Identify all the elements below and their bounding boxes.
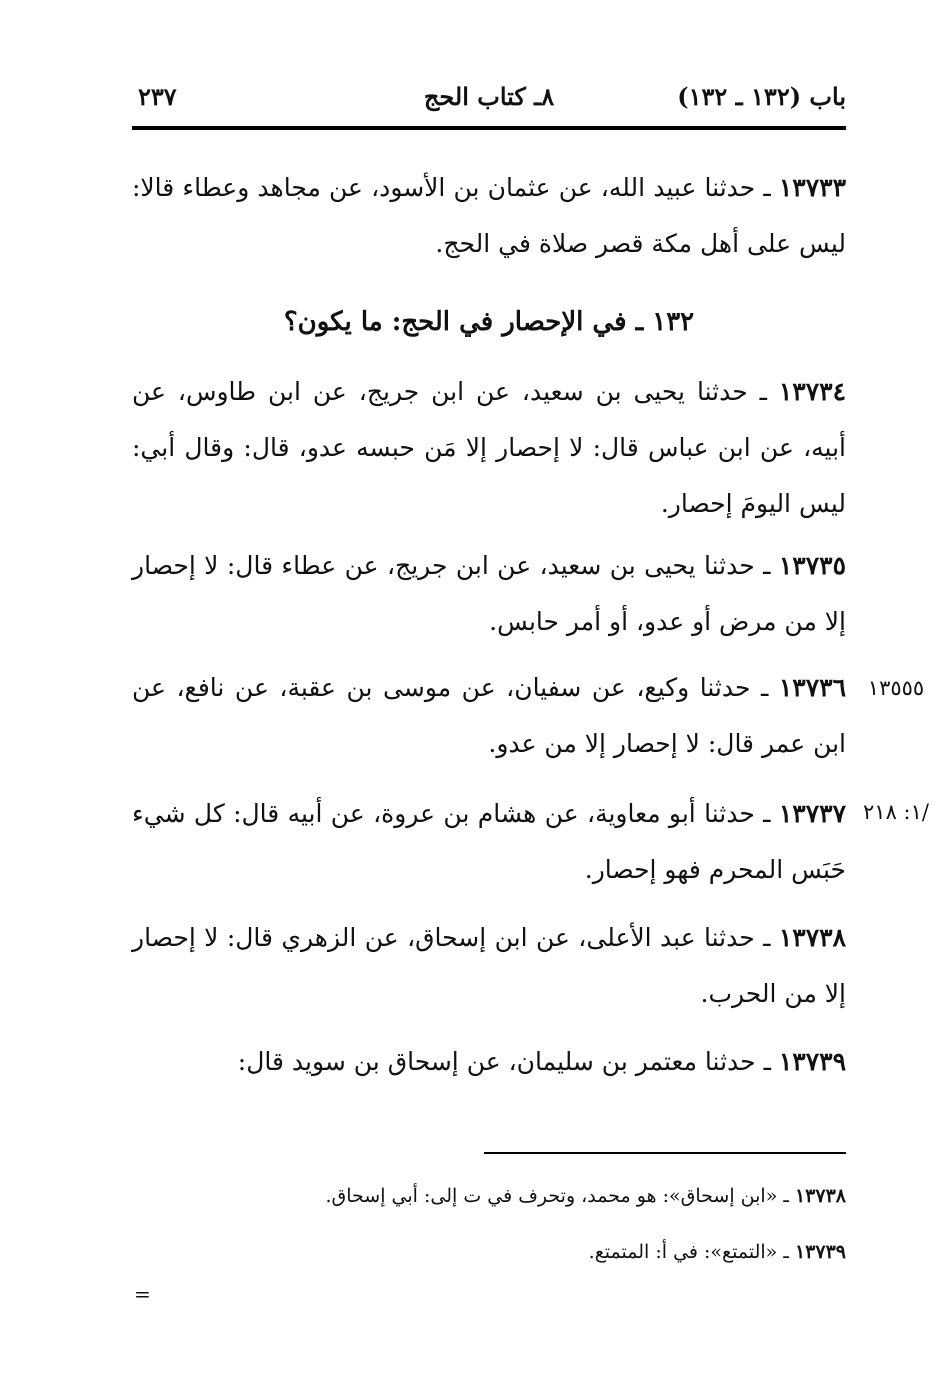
- continuation-mark: =: [134, 1282, 151, 1306]
- footnote-rule: [484, 1152, 846, 1154]
- chapter-heading: ١٣٢ ـ في الإحصار في الحج: ما يكون؟: [283, 307, 695, 337]
- running-header: [132, 82, 846, 126]
- footnote: [132, 1172, 846, 1220]
- hadith-number: ١٣٧٣٦: [778, 673, 846, 702]
- hadith-13736: [132, 660, 846, 772]
- margin-note: ١٣٥٥٥: [867, 676, 925, 700]
- margin-note: /١: ٢١٨: [863, 800, 929, 824]
- header-section: باب (١٣٢ ـ ١٣٢): [677, 82, 846, 111]
- hadith-text: ـ حدثنا يحيى بن سعيد، عن ابن جريج، عن عطاء قال: لا إحصار إلا من مرض أو عدو، أو أمر حابس.: [132, 551, 846, 636]
- hadith-text: ـ حدثنا وكيع، عن سفيان، عن موسى بن عقبة، عن نافع، عن ابن عمر قال: لا إحصار إلا من عدو.: [132, 673, 846, 758]
- hadith-13735: [132, 538, 846, 650]
- hadith-13739: [132, 1034, 846, 1090]
- hadith-text: ـ حدثنا عبيد الله، عن عثمان بن الأسود، عن مجاهد وعطاء قالا: ليس على أهل مكة قصر صلاة في الحج.: [132, 173, 846, 258]
- footnote-number: ١٣٧٣٩: [794, 1241, 846, 1263]
- hadith-number: ١٣٧٣٨: [778, 923, 846, 952]
- footnote-text: ـ «التمتع»: في أ: المتمتع.: [588, 1241, 795, 1263]
- footnote-number: ١٣٧٣٨: [794, 1185, 846, 1207]
- hadith-text: ـ حدثنا أبو معاوية، عن هشام بن عروة، عن أبيه قال: كل شيء حَبَس المحرم فهو إحصار.: [132, 799, 846, 884]
- header-book-title: ٨ـ كتاب الحج: [423, 82, 555, 111]
- footnote: [132, 1228, 846, 1276]
- hadith-13737: [132, 786, 846, 898]
- header-rule: [132, 126, 846, 130]
- footnote-text: ـ «ابن إسحاق»: هو محمد، وتحرف في ت إلى: أبي إسحاق.: [325, 1185, 795, 1207]
- hadith-number: ١٣٧٣٧: [778, 799, 846, 828]
- hadith-number: ١٣٧٣٩: [778, 1047, 846, 1076]
- hadith-number: ١٣٧٣٥: [778, 551, 846, 580]
- hadith-13738: [132, 910, 846, 1022]
- hadith-13734: [132, 364, 846, 532]
- page-number: ٢٣٧: [138, 82, 177, 111]
- hadith-text: ـ حدثنا يحيى بن سعيد، عن ابن جريج، عن ابن طاوس، عن أبيه، عن ابن عباس قال: لا إحصار إلا مَن حبسه عدو، قال: وقال أبي: ليس اليومَ إحصار.: [132, 377, 846, 518]
- hadith-13733: [132, 160, 846, 272]
- hadith-text: ـ حدثنا عبد الأعلى، عن ابن إسحاق، عن الزهري قال: لا إحصار إلا من الحرب.: [132, 923, 846, 1008]
- hadith-text: ـ حدثنا معتمر بن سليمان، عن إسحاق بن سويد قال:: [237, 1047, 779, 1076]
- hadith-number: ١٣٧٣٤: [778, 377, 846, 406]
- hadith-number: ١٣٧٣٣: [778, 173, 846, 202]
